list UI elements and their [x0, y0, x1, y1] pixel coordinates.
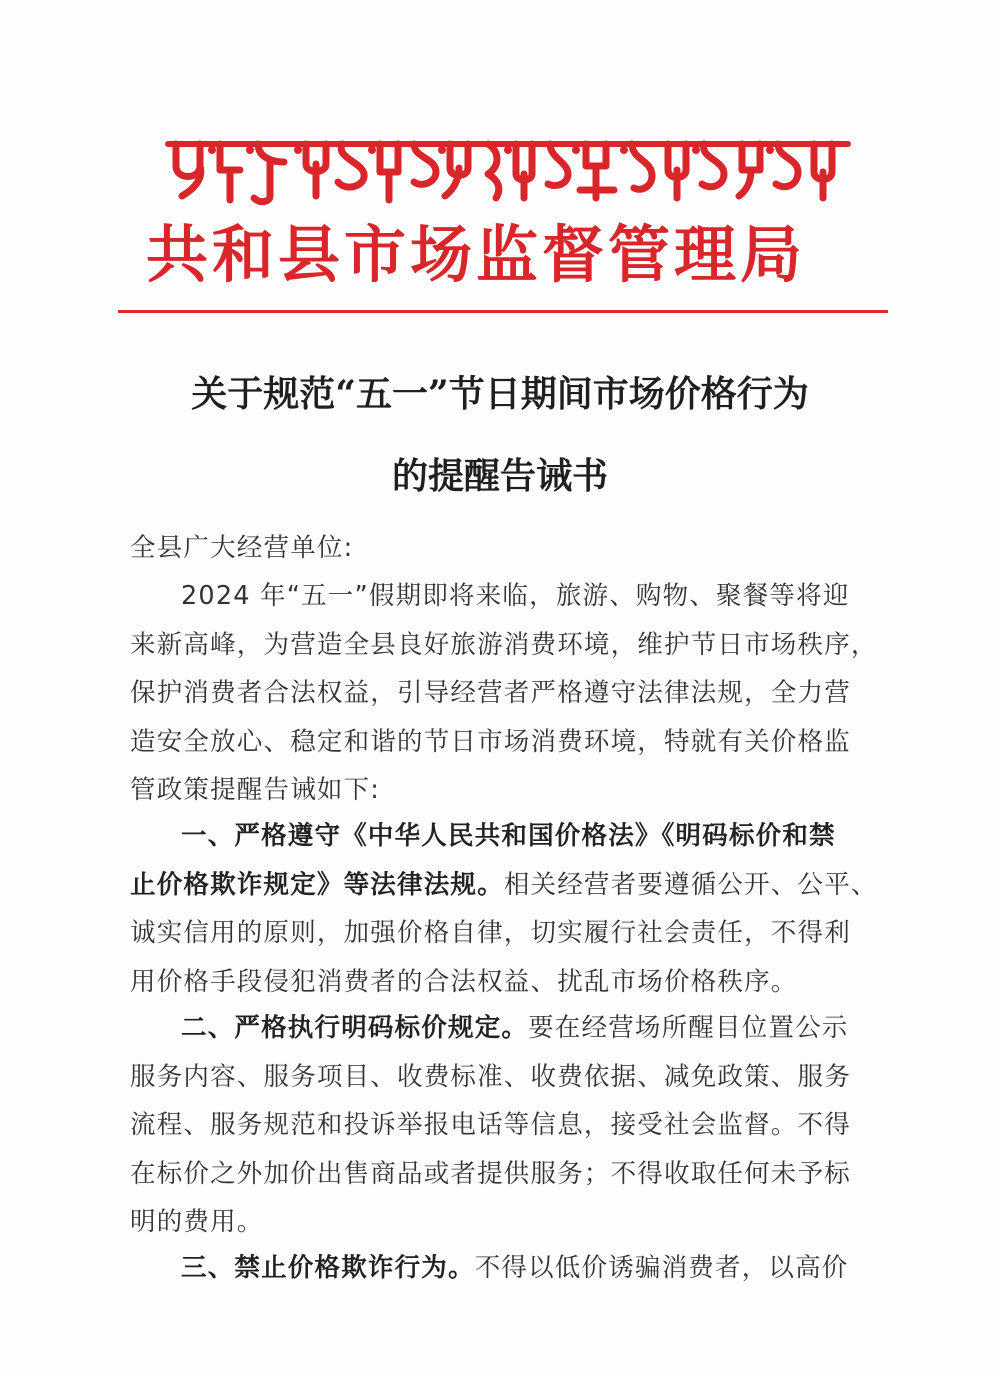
point-one-line	[130, 861, 890, 910]
point-two-line: 服务内容、服务项目、收费标准、收费依据、减免政策、服务	[130, 1061, 851, 1092]
salutation: 全县广大经营单位:	[130, 533, 354, 563]
point-one-heading: 一、严格遵守《中华人民共和国价格法》《明码标价和禁	[181, 821, 836, 851]
point-two-first-line	[130, 1004, 890, 1053]
point-three-paragraph	[130, 1244, 890, 1293]
point-three-first-line	[130, 1244, 890, 1293]
agency-name: 共和县市场监督管理局	[146, 218, 807, 291]
point-two-text: 要在经营场所醒目位置公示	[528, 1013, 849, 1043]
intro-line: 造安全放心、稳定和谐的节日市场消费环境，特就有关价格监	[130, 726, 851, 757]
point-two-heading: 二、严格执行明码标价规定。	[181, 1013, 529, 1043]
intro-line: 2024 年“五一”假期即将来临，旅游、购物、聚餐等将迎	[181, 581, 850, 611]
point-one-text: 相关经营者要遵循公开、公平、	[503, 869, 878, 900]
point-one-line: 用价格手段侵犯消费者的合法权益、扰乱市场价格秩序。	[130, 966, 798, 997]
intro-paragraph	[130, 572, 890, 815]
intro-line: 来新高峰，为营造全县良好旅游消费环境，维护节日市场秩序，	[130, 629, 878, 660]
letterhead-divider	[118, 310, 888, 313]
document-title-line1: 关于规范“五一”节日期间市场价格行为	[191, 373, 809, 415]
intro-line: 管政策提醒告诫如下:	[130, 775, 381, 805]
point-one-paragraph	[130, 812, 890, 1006]
point-one-heading-cont: 止价格欺诈规定》等法律法规。	[130, 869, 504, 900]
tibetan-agency-name	[158, 130, 858, 210]
intro-line: 保护消费者合法权益，引导经营者严格遵守法律法规，全力营	[130, 678, 851, 708]
point-two-line: 在标价之外加价出售商品或者提供服务；不得收取任何未予标	[130, 1158, 851, 1189]
point-three-heading: 三、禁止价格欺诈行为。	[181, 1253, 475, 1283]
point-one-heading-line	[130, 812, 890, 861]
point-two-paragraph	[130, 1004, 890, 1247]
point-three-text: 不得以低价诱骗消费者，以高价	[474, 1253, 849, 1283]
point-two-line: 明的费用。	[130, 1207, 264, 1237]
document-title-line2: 的提醒告诫书	[391, 455, 608, 497]
point-one-line: 诚实信用的原则，加强价格自律，切实履行社会责任，不得利	[130, 918, 851, 948]
point-two-line: 流程、服务规范和投诉举报电话等信息，接受社会监督。不得	[130, 1110, 851, 1140]
